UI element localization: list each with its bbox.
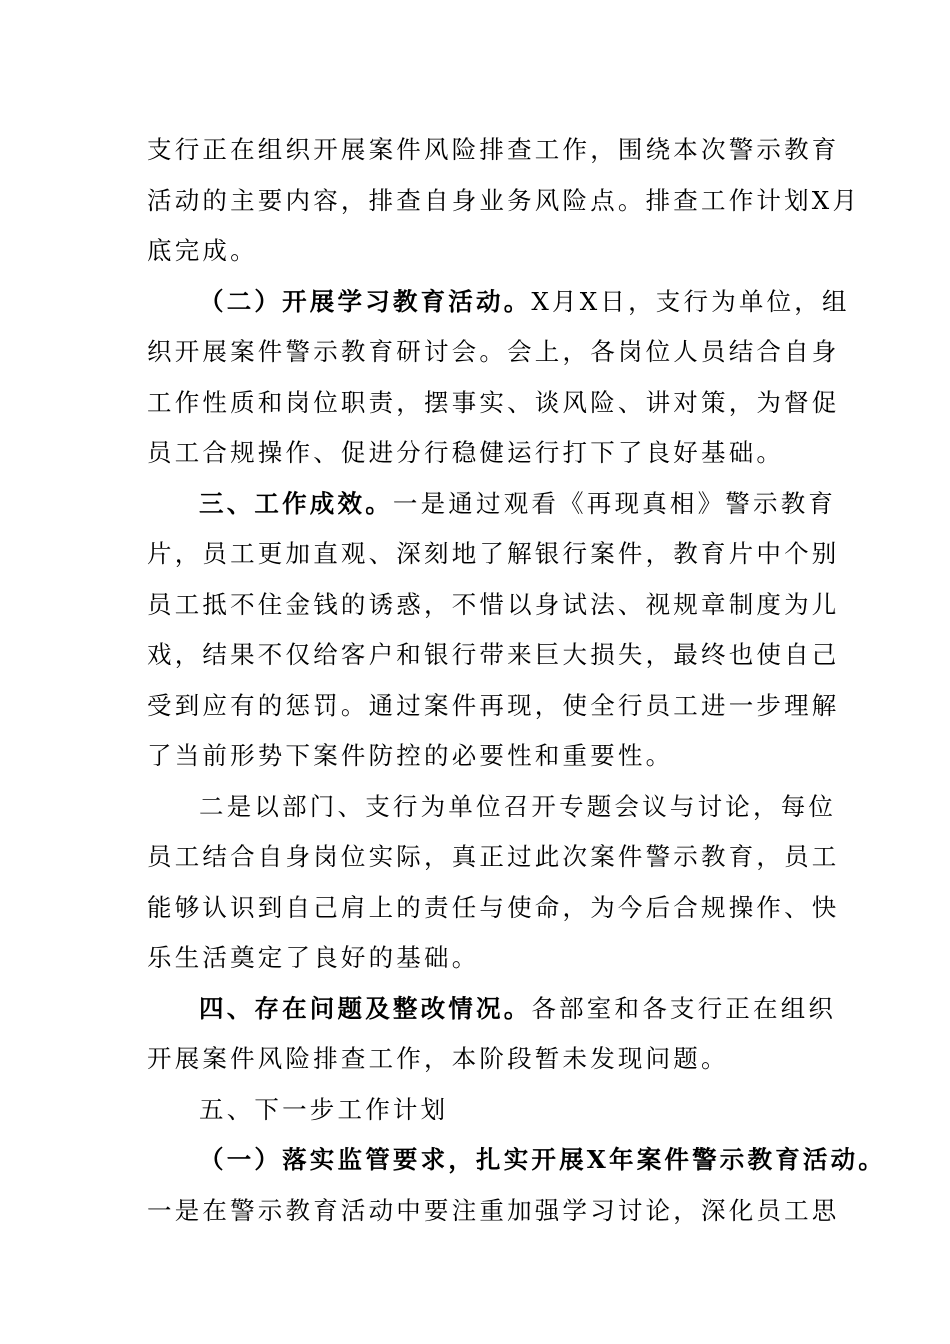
- section-lead-heading: （二）开展学习教育活动。: [199, 286, 532, 316]
- text-line: 支行正在组织开展案件风险排查工作，围绕本次警示教育: [147, 135, 840, 164]
- paragraph-work-results: [147, 479, 840, 782]
- paragraph-issues-rectification: [147, 984, 837, 1085]
- text-line: 戏，结果不仅给客户和银行带来巨大损失，最终也使自己: [147, 640, 840, 669]
- text-line: 织开展案件警示教育研讨会。会上，各岗位人员结合自身: [147, 337, 840, 366]
- text-line: [147, 277, 850, 328]
- text-run: 一是通过观看《再现真相》警示教育: [392, 488, 837, 518]
- section-heading-next-plan: 五、下一步工作计划: [199, 1094, 449, 1124]
- text-line: 员工结合自身岗位实际，真正过此次案件警示教育，员工: [147, 842, 840, 871]
- text-line: 一是在警示教育活动中要注重加强学习讨论，深化员工思: [147, 1195, 840, 1225]
- text-run: 各部室和各支行正在组织: [531, 993, 837, 1023]
- text-line: 片，员工更加直观、深刻地了解银行案件，教育片中个别: [147, 539, 840, 568]
- text-line: 员工合规操作、促进分行稳健运行打下了良好基础。: [147, 438, 785, 467]
- text-line: 二是以部门、支行为单位召开专题会议与讨论，每位: [199, 791, 837, 821]
- section-heading: 三、工作成效。: [199, 488, 393, 518]
- text-line: [147, 984, 837, 1035]
- paragraph-second-result: [147, 782, 840, 984]
- document-body: [147, 125, 887, 1236]
- section-lead-heading: （一）落实监管要求，扎实开展X年案件警示教育活动。: [199, 1145, 887, 1174]
- text-run: X月X日，支行为单位，组: [531, 286, 850, 316]
- text-line: 了当前形势下案件防控的必要性和重要性。: [147, 741, 674, 770]
- paragraph-risk-check-continued: [147, 125, 861, 277]
- text-line: 员工抵不住金钱的诱惑，不惜以身试法、视规章制度为儿: [147, 589, 840, 619]
- text-line: 乐生活奠定了良好的基础。: [147, 943, 480, 972]
- paragraph-supervision-requirements: [147, 1135, 887, 1236]
- text-line: [147, 479, 837, 530]
- text-line: 能够认识到自己肩上的责任与使命，为今后合规操作、快: [147, 892, 840, 922]
- text-line: 活动的主要内容，排查自身业务风险点。排查工作计划X月: [147, 185, 861, 215]
- text-line: 底完成。: [147, 236, 258, 265]
- text-line: 受到应有的惩罚。通过案件再现，使全行员工进一步理解: [147, 690, 840, 720]
- text-line: 开展案件风险排查工作，本阶段暂未发现问题。: [147, 1044, 729, 1073]
- section-heading: 四、存在问题及整改情况。: [199, 993, 532, 1023]
- paragraph-study-activity: [147, 277, 850, 479]
- text-line: 工作性质和岗位职责，摆事实、谈风险、讲对策，为督促: [147, 387, 840, 417]
